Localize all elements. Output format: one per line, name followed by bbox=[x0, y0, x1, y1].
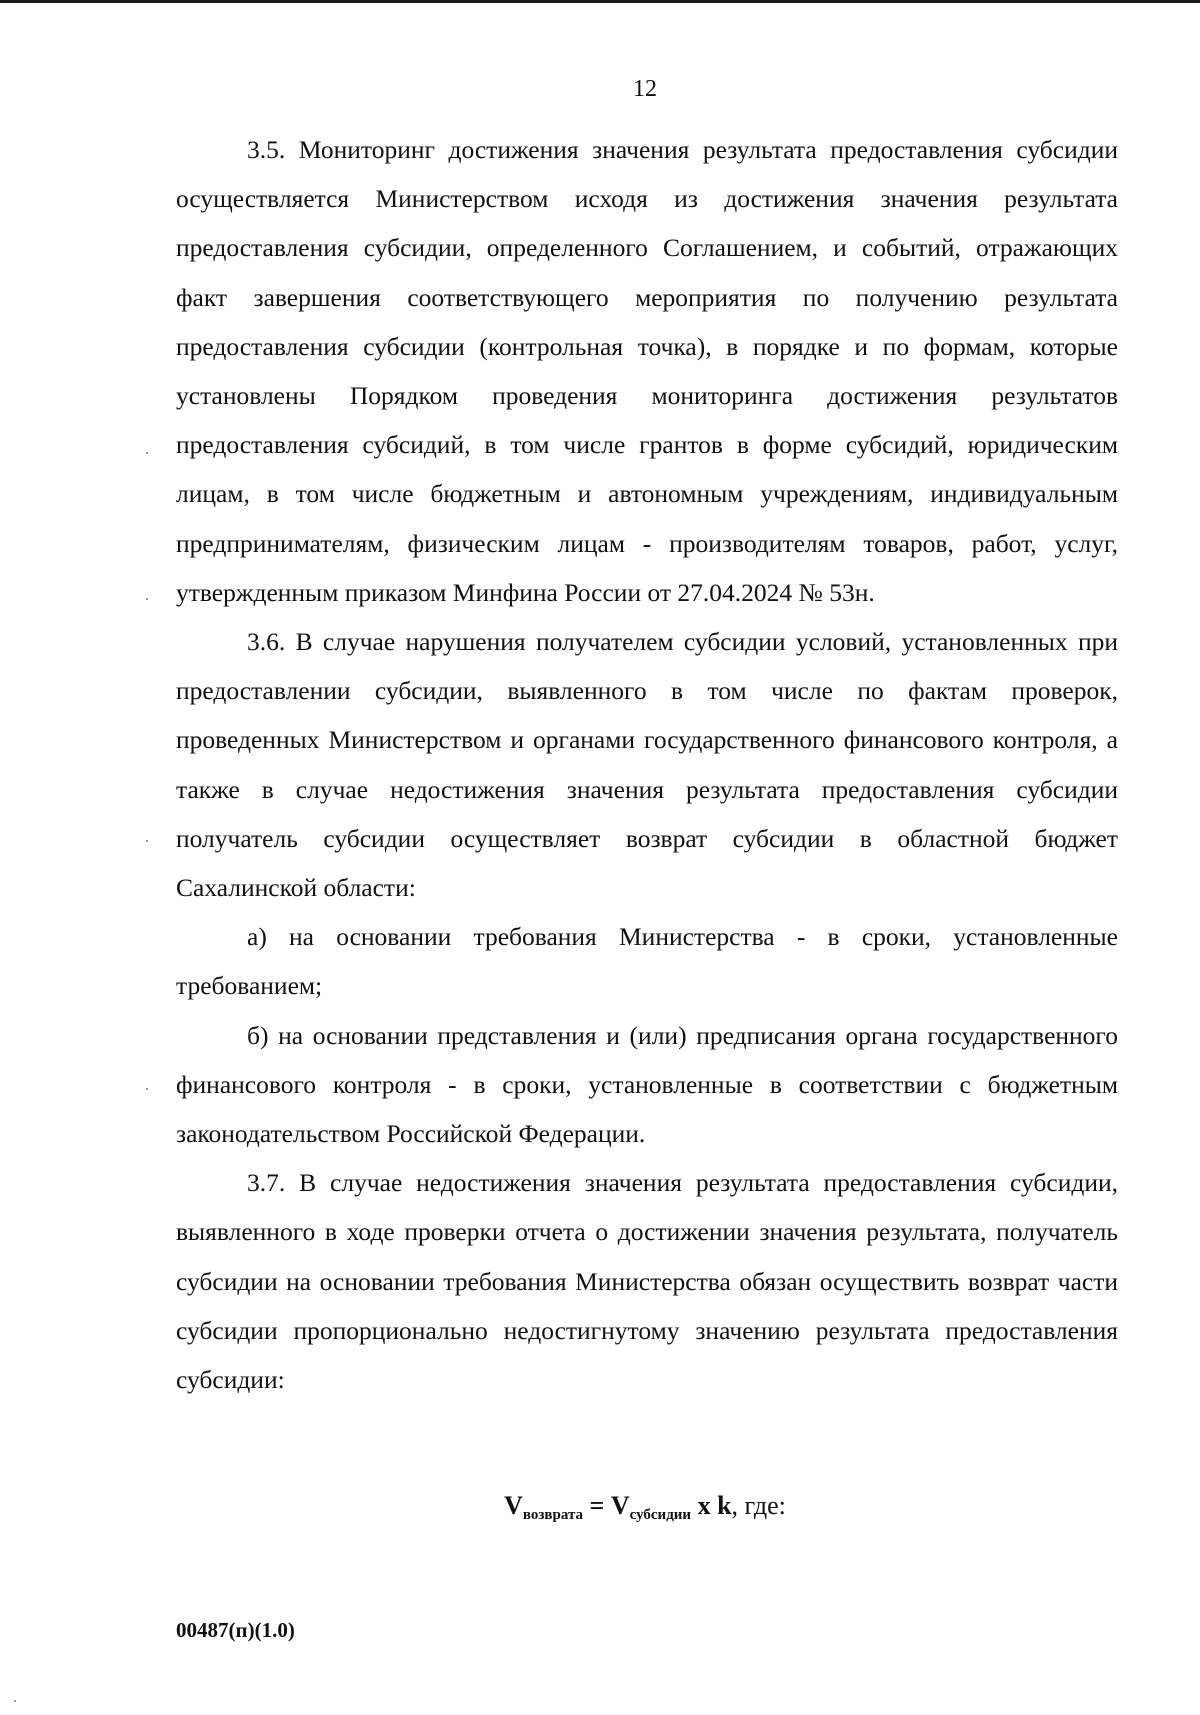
formula-times-k: x k bbox=[691, 1491, 732, 1520]
refund-formula bbox=[0, 1488, 1200, 1528]
paragraph-3-6-b: б) на основании представления и (или) предписания органа государственного финансового контроля - в сроки, установленные в соответствии с бюджетным законодательством Российской Федерации. bbox=[176, 1020, 1118, 1149]
formula-equals: = bbox=[583, 1491, 611, 1520]
formula-lhs: V bbox=[504, 1491, 523, 1520]
paragraph-3-6-a: а) на основании требования Министерства - в сроки, установленные требованием; bbox=[176, 922, 1118, 1001]
formula-tail: , где: bbox=[731, 1491, 786, 1520]
formula-lhs-subscript: возврата bbox=[522, 1507, 584, 1523]
paragraph-3-5: 3.5. Мониторинг достижения значения результата предоставления субсидии осуществляется Министерством исходя из достижения значения результата предоставления субсидии, определенного Соглашением, и событий, отражающих факт завершения соответствующего мероприятия по получению результата предоставления субсидии (контрольная точка), в порядке и по формам, которые установлены Порядком проведения мониторинга достижения результатов предоставления субсидий, в том числе грантов в форме субсидий, юридическим лицам, в том числе бюджетным и автономным учреждениям, индивидуальным предпринимателям, физическим лицам - производителям товаров, работ, услуг, утвержденным приказом Минфина России от 27.04.2024 № 53н. bbox=[176, 135, 1118, 607]
scan-speck bbox=[146, 840, 148, 842]
formula-rhs-subscript: субсидии bbox=[629, 1507, 692, 1523]
scan-speck bbox=[14, 1700, 16, 1702]
page-number: 12 bbox=[633, 76, 657, 102]
scan-speck bbox=[146, 452, 148, 454]
paragraph-3-7: 3.7. В случае недостижения значения результата предоставления субсидии, выявленного в ходе проверки отчета о достижении значения результата, получатель субсидии на основании требования Министерства обязан осуществить возврат части субсидии пропорционально недостигнутому значению результата предоставления субсидии: bbox=[176, 1168, 1118, 1395]
formula-rhs: V bbox=[610, 1491, 630, 1520]
paragraph-3-6: 3.6. В случае нарушения получателем субсидии условий, установленных при предоставлении субсидии, выявленного в том числе по фактам проверок, проведенных Министерством и органами государственного финансового контроля, а также в случае недостижения значения результата предоставления субсидии получатель субсидии осуществляет возврат субсидии в областной бюджет Сахалинской области: bbox=[176, 627, 1118, 903]
document-body bbox=[176, 125, 1118, 1404]
scan-speck bbox=[146, 1088, 148, 1090]
scan-speck bbox=[146, 598, 148, 600]
document-code: 00487(п)(1.0) bbox=[176, 1618, 295, 1642]
